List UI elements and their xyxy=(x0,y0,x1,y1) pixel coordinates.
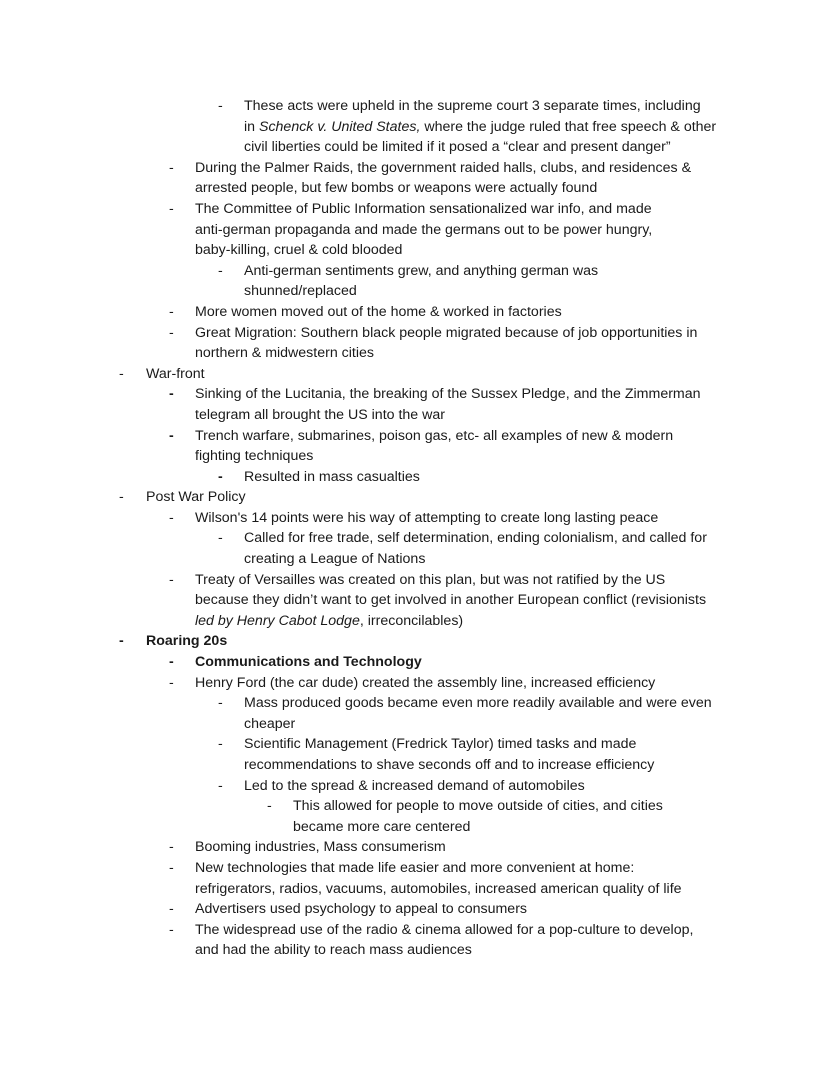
item-text: northern & midwestern cities xyxy=(195,345,374,362)
bullet-dash: - xyxy=(119,365,124,382)
item-text: Scientific Management (Fredrick Taylor) timed tasks and made xyxy=(244,736,637,753)
list-item xyxy=(0,693,828,734)
item-text: During the Palmer Raids, the government raided halls, clubs, and residences & xyxy=(195,159,692,176)
section-heading-roaring-20s xyxy=(0,631,828,652)
item-text: and had the ability to reach mass audiences xyxy=(195,942,472,959)
item-text: Trench warfare, submarines, poison gas, etc- all examples of new & modern xyxy=(195,427,674,444)
bullet-dash: - xyxy=(218,262,223,279)
list-item xyxy=(0,673,828,694)
bullet-dash: - xyxy=(119,633,124,650)
section-heading-post-war-policy xyxy=(0,487,828,508)
bullet-dash: - xyxy=(218,777,223,794)
item-text: Resulted in mass casualties xyxy=(244,468,420,485)
item-text: in Schenck v. United States, where the judge ruled that free speech & other xyxy=(244,118,717,135)
bullet-dash: - xyxy=(169,303,174,320)
list-item xyxy=(0,467,828,488)
bullet-dash: - xyxy=(169,674,174,691)
item-text: Henry Ford (the car dude) created the assembly line, increased efficiency xyxy=(195,674,656,691)
item-text: shunned/replaced xyxy=(244,283,357,300)
item-text: telegram all brought the US into the war xyxy=(195,406,445,423)
item-text: Called for free trade, self determination, ending colonialism, and called for xyxy=(244,530,707,547)
item-text: refrigerators, radios, vacuums, automobiles, increased american quality of life xyxy=(195,880,682,897)
list-item xyxy=(0,920,828,961)
item-text: fighting techniques xyxy=(195,448,314,465)
document-page xyxy=(0,96,828,961)
item-text: Great Migration: Southern black people migrated because of job opportunities in xyxy=(195,324,698,341)
item-text: baby-killing, cruel & cold blooded xyxy=(195,242,403,259)
bullet-dash: - xyxy=(169,386,174,403)
item-text: Sinking of the Lucitania, the breaking of the Sussex Pledge, and the Zimmerman xyxy=(195,386,701,403)
item-text: led by Henry Cabot Lodge, irreconcilables) xyxy=(195,612,464,629)
item-text: War-front xyxy=(146,365,205,382)
list-item xyxy=(0,858,828,899)
item-text: The widespread use of the radio & cinema allowed for a pop-culture to develop, xyxy=(195,921,694,938)
bullet-dash: - xyxy=(218,98,223,114)
list-item xyxy=(0,199,828,261)
item-text: Booming industries, Mass consumerism xyxy=(195,839,446,856)
list-item xyxy=(0,570,828,632)
bullet-dash: - xyxy=(218,695,223,712)
item-text: Communications and Technology xyxy=(195,654,422,671)
item-text: Anti-german sentiments grew, and anything german was xyxy=(244,262,599,279)
item-text: The Committee of Public Information sensationalized war info, and made xyxy=(195,200,652,217)
bullet-dash: - xyxy=(169,571,174,588)
list-item xyxy=(0,323,828,364)
list-item xyxy=(0,899,828,920)
item-text: More women moved out of the home & worked in factories xyxy=(195,303,562,320)
list-item xyxy=(0,158,828,199)
subheading-communications-technology xyxy=(0,652,828,673)
bullet-dash: - xyxy=(169,427,174,444)
item-text: Treaty of Versailles was created on this plan, but was not ratified by the US xyxy=(195,571,666,588)
item-text: civil liberties could be limited if it posed a “clear and present danger” xyxy=(244,139,671,156)
bullet-dash: - xyxy=(169,324,174,341)
case-name: Schenck v. United States, xyxy=(258,118,421,135)
list-item xyxy=(0,426,828,467)
bullet-dash: - xyxy=(218,736,223,753)
bullet-dash: - xyxy=(169,859,174,876)
item-text: Led to the spread & increased demand of automobiles xyxy=(244,777,585,794)
item-text: Mass produced goods became even more readily available and were even xyxy=(244,695,712,712)
item-text: Wilson's 14 points were his way of attempting to create long lasting peace xyxy=(195,509,659,526)
bullet-dash: - xyxy=(169,921,174,938)
item-text: creating a League of Nations xyxy=(244,551,426,568)
item-text: Advertisers used psychology to appeal to consumers xyxy=(195,901,528,918)
list-item xyxy=(0,528,828,569)
list-item xyxy=(0,302,828,323)
item-text: cheaper xyxy=(244,715,296,732)
item-text: anti-german propaganda and made the germans out to be power hungry, xyxy=(195,221,653,238)
bullet-dash: - xyxy=(169,509,174,526)
bullet-dash: - xyxy=(119,489,124,506)
item-text: because they didn’t want to get involved in another European conflict (revisionists xyxy=(195,592,707,609)
list-item xyxy=(0,796,828,837)
list-item xyxy=(0,96,828,158)
list-item xyxy=(0,261,828,302)
item-text: This allowed for people to move outside of cities, and cities xyxy=(293,798,663,815)
bullet-dash: - xyxy=(169,839,174,856)
item-text: These acts were upheld in the supreme court 3 separate times, including xyxy=(244,98,701,114)
item-text: New technologies that made life easier and more convenient at home: xyxy=(195,859,635,876)
bullet-dash: - xyxy=(169,901,174,918)
list-item xyxy=(0,837,828,858)
bullet-dash: - xyxy=(218,530,223,547)
italic-phrase: led by Henry Cabot Lodge xyxy=(195,612,360,629)
item-text: became more care centered xyxy=(293,818,471,835)
item-text: recommendations to shave seconds off and to increase efficiency xyxy=(244,757,655,773)
item-text: Post War Policy xyxy=(146,489,246,506)
list-item xyxy=(0,776,828,797)
bullet-dash: - xyxy=(218,468,223,485)
bullet-dash: - xyxy=(267,798,272,815)
list-item xyxy=(0,508,828,529)
item-text: Roaring 20s xyxy=(146,633,228,650)
bullet-dash: - xyxy=(169,200,174,217)
item-text: arrested people, but few bombs or weapons were actually found xyxy=(195,180,598,197)
list-item xyxy=(0,734,828,775)
bullet-dash: - xyxy=(169,159,174,176)
section-heading-war-front xyxy=(0,364,828,385)
list-item xyxy=(0,384,828,425)
bullet-dash: - xyxy=(169,654,174,671)
